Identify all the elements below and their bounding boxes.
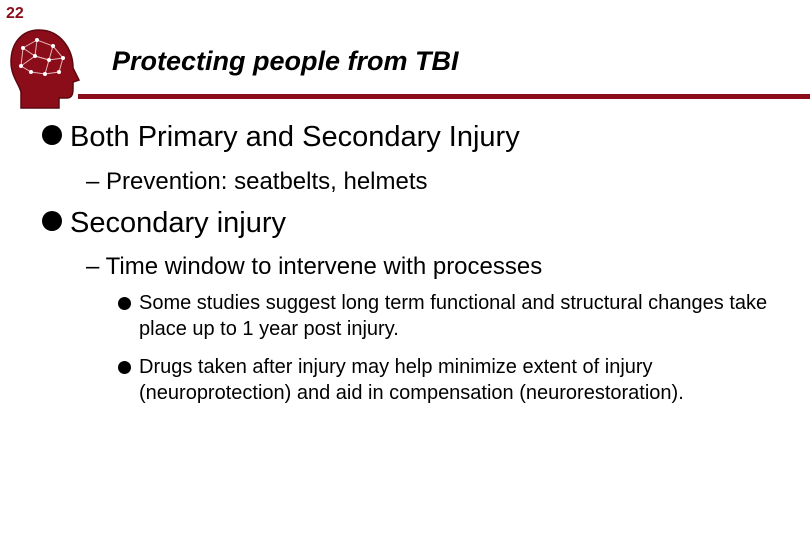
- bullet-text: Secondary injury: [70, 207, 286, 239]
- dash-icon: –: [86, 253, 106, 280]
- dash-icon: –: [86, 168, 107, 195]
- sub-bullet-text: Prevention: seatbelts, helmets: [106, 168, 428, 195]
- bullet-dot-icon: [118, 297, 131, 310]
- sub-bullet-prevention: [86, 168, 428, 196]
- sub-bullet-text: Time window to intervene with processes: [105, 253, 543, 280]
- head-brain-network-icon: [9, 26, 87, 110]
- slide-number: 22: [6, 5, 24, 22]
- sub-sub-bullet-studies: [118, 290, 778, 342]
- bullet-dot-icon: [42, 211, 62, 231]
- sub-bullet-time-window: [86, 253, 542, 281]
- bullet-primary-secondary: [42, 121, 520, 154]
- sub-sub-bullet-drugs: [118, 354, 778, 406]
- bullet-dot-icon: [118, 361, 131, 374]
- slide-title: Protecting people from TBI: [112, 46, 459, 76]
- bullet-dot-icon: [42, 125, 62, 145]
- bullet-text: Both Primary and Secondary Injury: [70, 121, 520, 153]
- bullet-secondary-injury: [42, 207, 286, 240]
- sub-sub-bullet-text: Some studies suggest long term functional and structural changes take place up to 1 year post injury.: [139, 292, 768, 340]
- sub-sub-bullet-text: Drugs taken after injury may help minimize extent of injury (neuroprotection) and aid in compensation (neurorestoration).: [139, 356, 684, 404]
- title-underline: [78, 94, 810, 99]
